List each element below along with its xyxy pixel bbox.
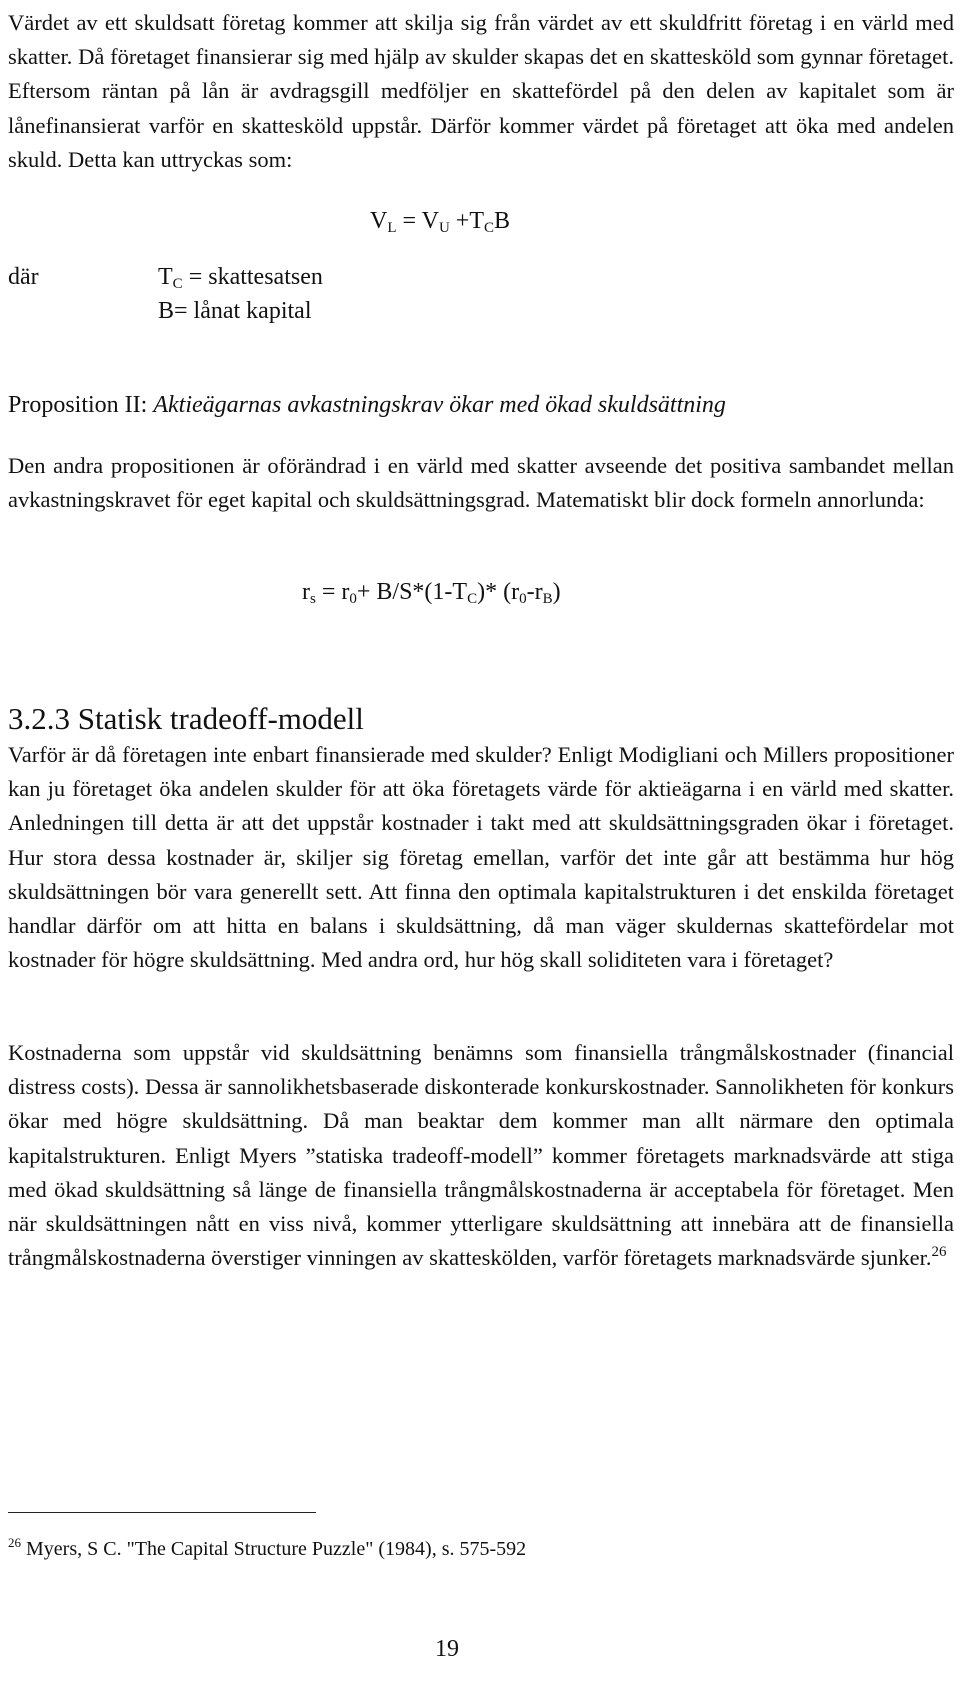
formula-term: + B/S*(1-T <box>356 579 468 605</box>
formula-term: -r <box>526 579 543 605</box>
section-heading: 3.2.3 Statisk tradeoff-modell <box>8 700 364 736</box>
footnote-text: Myers, S C. "The Capital Structure Puzzle" (1984), s. 575-592 <box>21 1538 527 1560</box>
paragraph-text: Kostnaderna som uppstår vid skuldsättning benämns som finansiella trångmålskostnader (financial distress costs). Dessa är sannolikhetsbaserade diskonterade konkurskostnader. Sannolikheten för konkurs ökar med högre skuldsättning. Då man beaktar dem kommer man allt närmare den optimala kapitalstrukturen. Enligt Myers ”statiska tradeoff-modell” kommer företagets marknadsvärde att stiga med ökad skuldsättning så länge de finansiella trångmålskostnaderna är acceptabela för företaget. Men när skuldsättningen nått en viss nivå, kommer ytterligare skuldsättning att innebära att de finansiella trångmålskostnaderna överstiger vinningen av skatteskölden, varför företagets marknadsvärde sjunker. <box>8 1040 954 1271</box>
footnote-reference[interactable]: 26 <box>931 1244 947 1261</box>
formula-subscript: s <box>310 591 316 607</box>
formula-term: +T <box>449 208 484 234</box>
formula-term: ) <box>552 579 561 605</box>
footnote-divider <box>8 1512 316 1513</box>
proposition-heading <box>8 388 954 422</box>
formula-subscript: C <box>467 591 478 607</box>
proposition-title: Aktieägarnas avkastningskrav ökar med ökad skuldsättning <box>153 392 726 418</box>
definition-tax-rate <box>158 262 323 292</box>
paragraph-proposition-two: Den andra propositionen är oförändrad i en värld med skatter avseende det positiva sambandet mellan avkastningskravet för eget kapital och skuldsättningsgrad. Matematiskt blir dock formeln annorlunda: <box>8 453 954 513</box>
where-label: där <box>8 264 39 290</box>
formula-subscript: C <box>484 220 495 236</box>
definition-text: = skattesatsen <box>182 264 323 290</box>
paragraph-distress-costs <box>8 1036 954 1275</box>
formula-subscript: L <box>387 220 397 236</box>
formula-subscript: U <box>438 220 450 236</box>
formula-term: B <box>494 208 511 234</box>
formula-firm-value <box>370 206 510 236</box>
definition-symbol: T <box>158 264 173 290</box>
definition-borrowed-capital: B= lånat kapital <box>158 298 312 324</box>
proposition-prefix: Proposition II: <box>8 392 154 418</box>
formula-subscript: B <box>542 591 553 607</box>
page-number: 19 <box>435 1636 459 1662</box>
formula-term: r <box>302 579 310 605</box>
formula-term: )* (r <box>477 579 520 605</box>
formula-subscript: 0 <box>349 591 357 607</box>
formula-term: = r <box>315 579 350 605</box>
formula-term: V <box>370 208 388 234</box>
footnote-number: 26 <box>8 1535 21 1550</box>
formula-required-return <box>302 577 561 607</box>
paragraph-why-not-debt: Varför är då företagen inte enbart finansierade med skulder? Enligt Modigliani och Millers propositioner kan ju företaget öka andelen skulder för att öka företagets värde för aktieägarna i en värld med skatter. Anledningen till detta är att det uppstår kostnader i takt med att skuldsättningsgraden ökar i företaget. Hur stora dessa kostnader är, skiljer sig företag emellan, varför det inte går att bestämma hur hög skuldsättningen bör vara generellt sett. Att finna den optimala kapitalstrukturen i det enskilda företaget handlar därför om att hitta en balans i skuldsättning, då man väger skuldernas skattefördelar mot kostnader för högre skuldsättning. Med andra ord, hur hög skall soliditeten vara i företaget? <box>8 742 954 973</box>
formula-subscript: 0 <box>519 591 527 607</box>
paragraph-tax-shield: Värdet av ett skuldsatt företag kommer att skilja sig från värdet av ett skuldfritt företag i en värld med skatter. Då företaget finansierar sig med hjälp av skulder skapas det en skattesköld som gynnar företaget. Eftersom räntan på lån är avdragsgill medföljer en skattefördel på den delen av kapitalet som är lånefinansierat varför en skattesköld uppstår. Därför kommer värdet på företaget att öka med andelen skuld. Detta kan uttryckas som: <box>8 10 954 172</box>
definition-subscript: C <box>172 276 183 292</box>
footnote <box>8 1536 526 1562</box>
formula-term: = V <box>396 208 439 234</box>
